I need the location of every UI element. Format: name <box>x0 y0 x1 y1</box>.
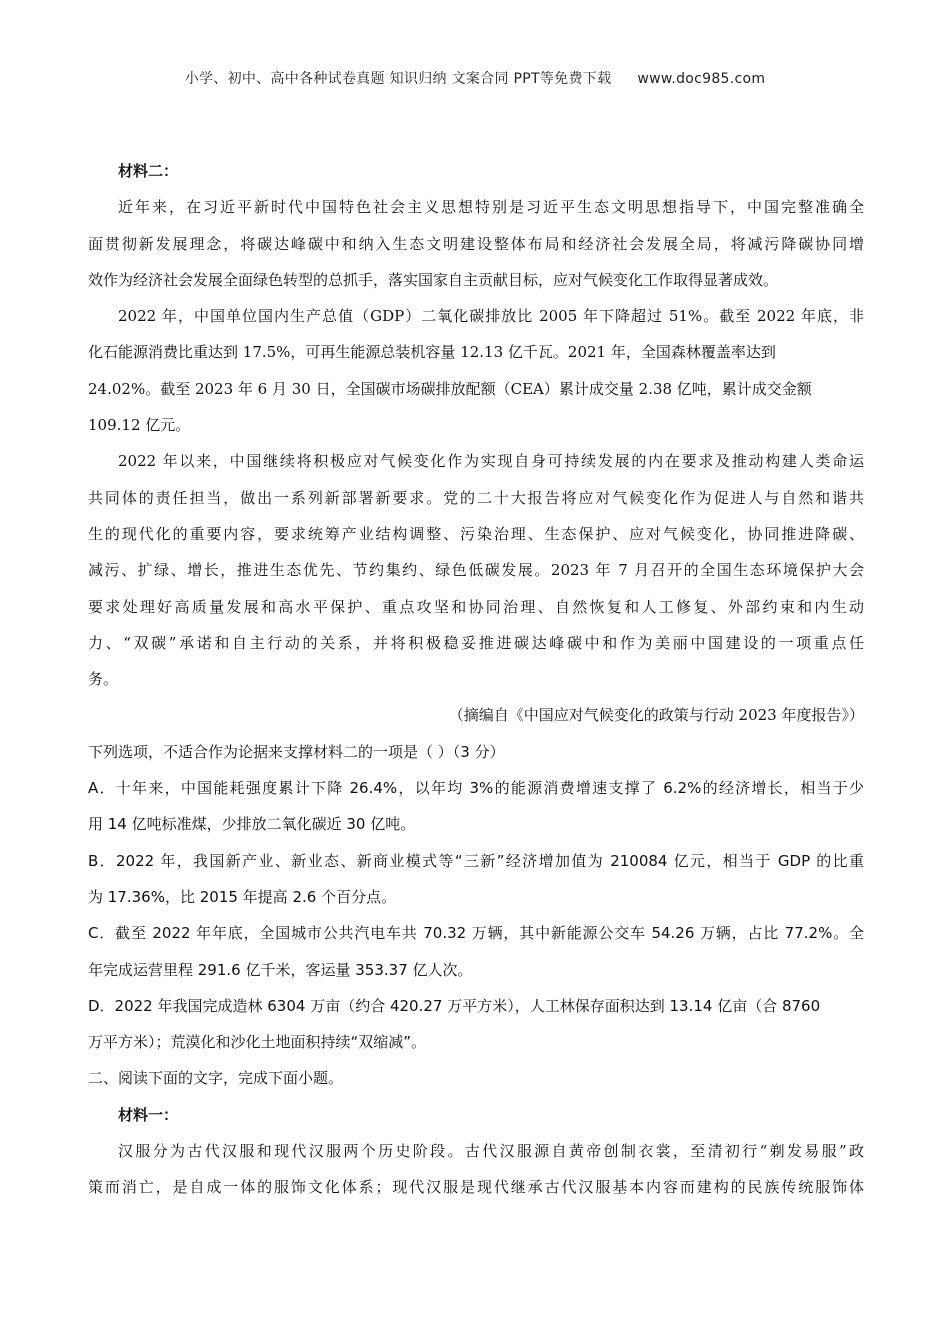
paragraph-line: 务。 <box>88 670 119 689</box>
paragraph-line: 109.12 亿元。 <box>88 416 191 435</box>
paragraph-line: 2022 年以来，中国继续将积极应对气候变化作为实现自身可持续发展的内在要求及推动构建人类命运 <box>118 452 864 471</box>
option-c: C．截至 2022 年年底，全国城市公共汽电车共 70.32 万辆，其中新能源公交车 54.26 万辆，占比 77.2%。全 <box>88 924 864 943</box>
option-b: 为 17.36%，比 2015 年提高 2.6 个百分点。 <box>88 887 397 906</box>
source-citation: （摘编自《中国应对气候变化的政策与行动 2023 年度报告》） <box>448 706 864 725</box>
paragraph-line: 近年来，在习近平新时代中国特色社会主义思想特别是习近平生态文明思想指导下，中国完整准确全 <box>118 198 864 217</box>
header-site[interactable]: www.doc985.com <box>637 71 766 87</box>
paragraph-line: 策而消亡，是自成一体的服饰文化体系；现代汉服是现代继承古代汉服基本内容而建构的民族传统服饰体 <box>88 1178 864 1197</box>
question-stem: 下列选项，不适合作为论据来支撑材料二的一项是（ ）（3 分） <box>88 742 505 761</box>
paragraph-line: 面贯彻新发展理念，将碳达峰碳中和纳入生态文明建设整体布局和经济社会发展全局，将减污降碳协同增 <box>88 234 864 253</box>
option-b: B．2022 年，我国新产业、新业态、新商业模式等“三新”经济增加值为 210084 亿元，相当于 GDP 的比重 <box>88 851 864 870</box>
paragraph-line: 汉服分为古代汉服和现代汉服两个历史阶段。古代汉服源自黄帝创制衣裳，至清初行“剃发易服”政 <box>118 1142 864 1161</box>
material2-heading: 材料二： <box>118 162 179 180</box>
paragraph-line: 24.02%。截至 2023 年 6 月 30 日，全国碳市场碳排放配额（CEA）累计成交量 2.38 亿吨，累计成交金额 <box>88 379 812 398</box>
paragraph-line: 力、“双碳”承诺和自主行动的关系，并将积极稳妥推进碳达峰碳中和作为美丽中国建设的一项重点任 <box>88 633 864 652</box>
page-header <box>0 68 950 88</box>
section-title: 二、阅读下面的文字，完成下面小题。 <box>88 1069 344 1088</box>
document-body <box>88 153 864 1206</box>
paragraph-line: 2022 年，中国单位国内生产总值（GDP）二氧化碳排放比 2005 年下降超过 51%。截至 2022 年底，非 <box>118 307 864 326</box>
paragraph-line: 效作为经济社会发展全面绿色转型的总抓手，落实国家自主贡献目标，应对气候变化工作取得显著成效。 <box>88 270 779 289</box>
option-d: 万平方米）；荒漠化和沙化土地面积持续“双缩减”。 <box>88 1033 427 1052</box>
option-a: A．十年来，中国能耗强度累计下降 26.4%，以年均 3%的能源消费增速支撑了 6.2%的经济增长，相当于少 <box>88 779 864 798</box>
option-a: 用 14 亿吨标准煤，少排放二氧化碳近 30 亿吨。 <box>88 815 416 834</box>
material1-heading: 材料一： <box>118 1105 179 1124</box>
option-d: D．2022 年我国完成造林 6304 万亩（约合 420.27 万平方米），人工林保存面积达到 13.14 亿亩（合 8760 <box>88 996 821 1015</box>
header-text: 小学、初中、高中各种试卷真题 知识归纳 文案合同 PPT等免费下载 <box>184 71 612 87</box>
option-c: 年完成运营里程 291.6 亿千米，客运量 353.37 亿人次。 <box>88 960 473 979</box>
paragraph-line: 要求处理好高质量发展和高水平保护、重点攻坚和协同治理、自然恢复和人工修复、外部约束和内生动 <box>88 597 864 616</box>
paragraph-line: 生的现代化的重要内容，要求统筹产业结构调整、污染治理、生态保护、应对气候变化，协同推进降碳、 <box>88 524 864 543</box>
paragraph-line: 减污、扩绿、增长，推进生态优先、节约集约、绿色低碳发展。2023 年 7 月召开的全国生态环境保护大会 <box>88 561 864 580</box>
paragraph-line: 化石能源消费比重达到 17.5%，可再生能源总装机容量 12.13 亿千瓦。2021 年，全国森林覆盖率达到 <box>88 343 776 362</box>
paragraph-line: 共同体的责任担当，做出一系列新部署新要求。党的二十大报告将应对气候变化作为促进人与自然和谐共 <box>88 488 864 507</box>
